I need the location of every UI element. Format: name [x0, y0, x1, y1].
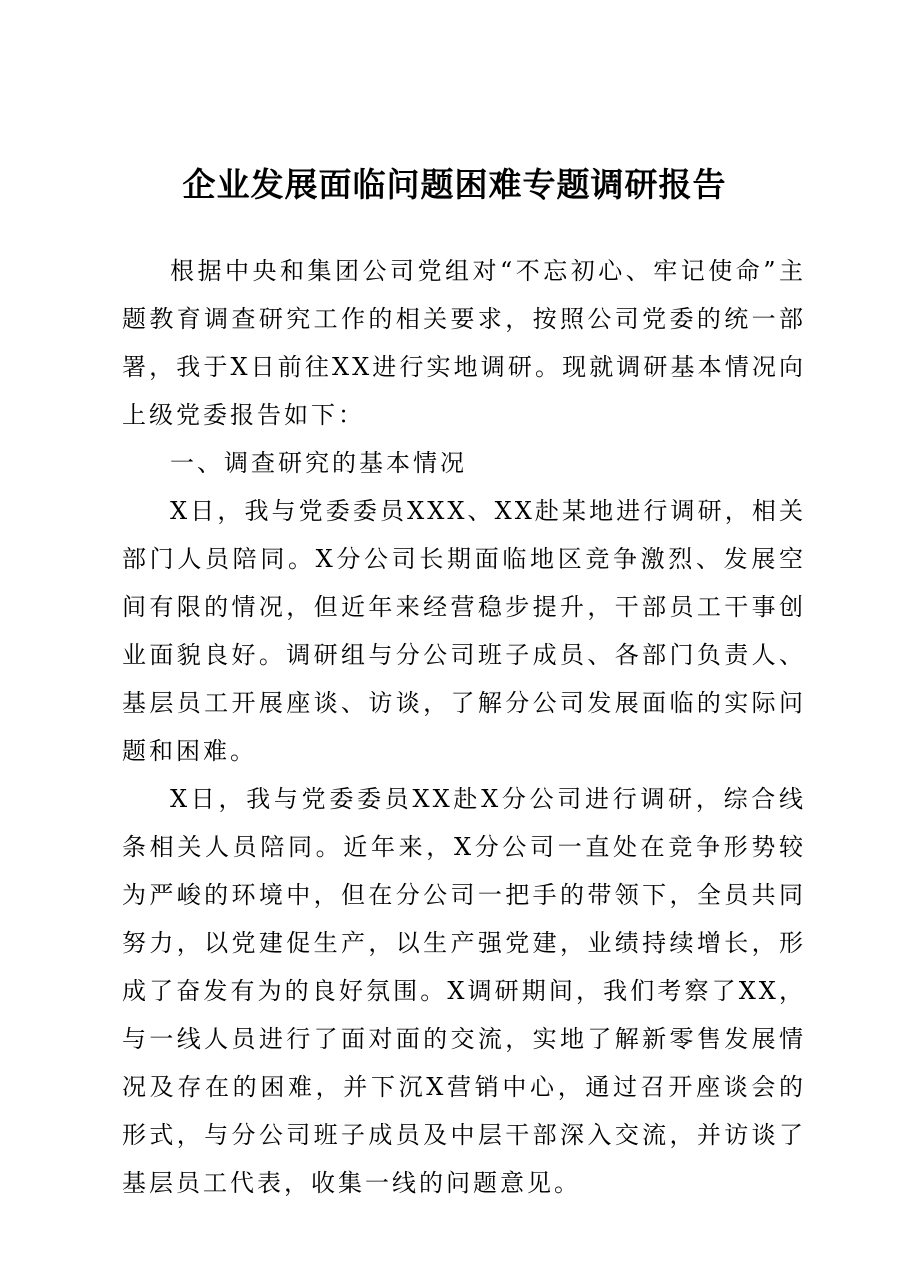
section-heading: 一、调查研究的基本情况: [170, 449, 467, 477]
document-body: [122, 247, 806, 1207]
document-title: 企业发展面临问题困难专题调研报告: [182, 165, 727, 204]
body-paragraph: X日，我与党委委员XXX、XX赴某地进行调研，相关部门人员陪同。X分公司长期面临地区竞争激烈、发展空间有限的情况，但近年来经营稳步提升，干部员工干事创业面貌良好。调研组与分公司班子成员、各部门负责人、基层员工开展座谈、访谈，了解分公司发展面临的实际问题和困难。: [122, 497, 806, 765]
intro-paragraph: 根据中央和集团公司党组对“不忘初心、牢记使命”主题教育调查研究工作的相关要求，按照公司党委的统一部署，我于X日前往XX进行实地调研。现就调研基本情况向上级党委报告如下：: [122, 257, 806, 429]
body-paragraph: X日，我与党委委员XX赴X分公司进行调研，综合线条相关人员陪同。近年来，X分公司一直处在竞争形势较为严峻的环境中，但在分公司一把手的带领下，全员共同努力，以党建促生产，以生产强党建，业绩持续增长，形成了奋发有为的良好氛围。X调研期间，我们考察了XX，与一线人员进行了面对面的交流，实地了解新零售发展情况及存在的困难，并下沉X营销中心，通过召开座谈会的形式，与分公司班子成员及中层干部深入交流，并访谈了基层员工代表，收集一线的问题意见。: [122, 785, 806, 1197]
